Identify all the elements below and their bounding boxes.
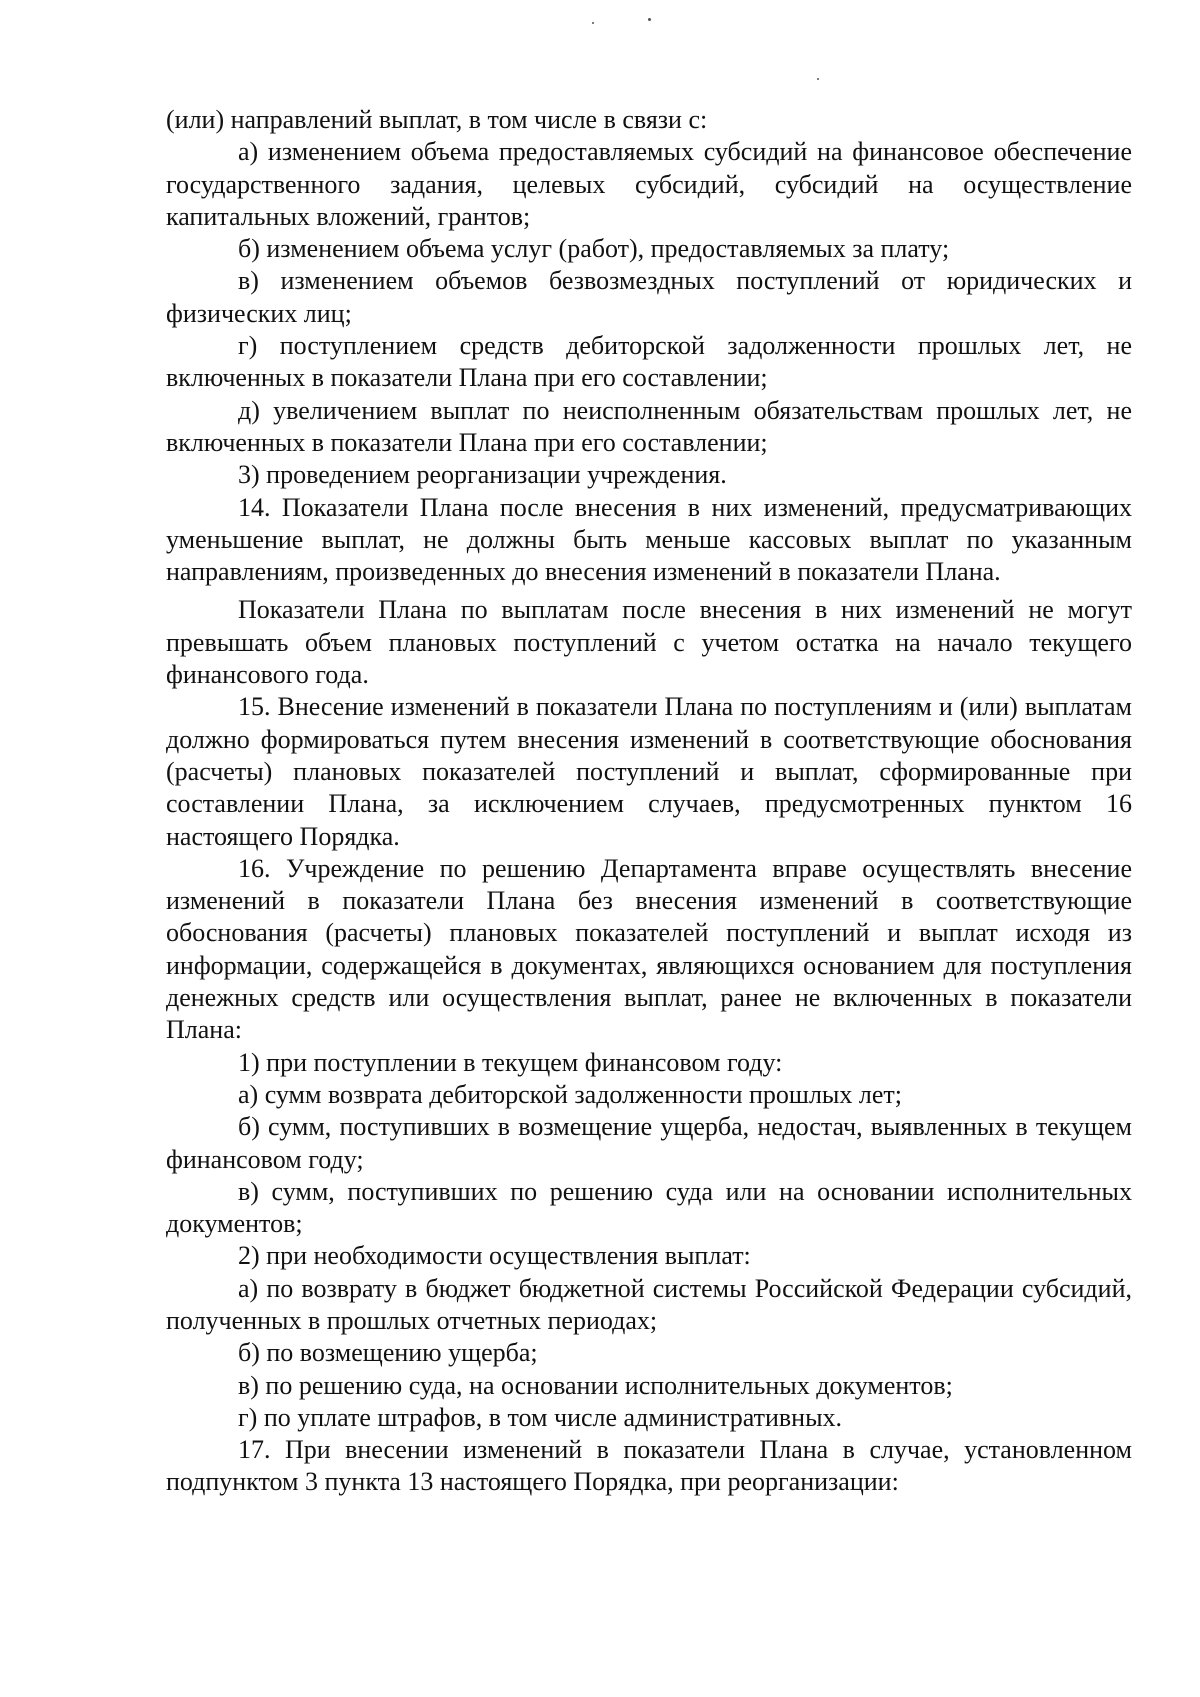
paragraph-15: 15. Внесение изменений в показатели Плана по поступлениям и (или) выплатам должно формироваться путем внесения изменений в соответствующие обоснования (расчеты) плановых показателей поступлений и выплат, сформированные при составлении Плана, за исключением случаев, предусмотренных пунктом 16 настоящего Порядка. [166, 692, 1132, 851]
paragraph-item-3: 3) проведением реорганизации учреждения. [238, 460, 727, 490]
paragraph-16-item-2b: б) по возмещению ущерба; [238, 1338, 538, 1368]
paragraph-item-b: б) изменением объема услуг (работ), предоставляемых за плату; [238, 234, 950, 264]
paragraph-16-item-2: 2) при необходимости осуществления выплат: [238, 1241, 751, 1271]
scan-speck [817, 78, 819, 80]
paragraph-16-item-2a: а) по возврату в бюджет бюджетной системы Российской Федерации субсидий, полученных в прошлых отчетных периодах; [166, 1273, 1132, 1335]
paragraph-continuation: (или) направлений выплат, в том числе в связи с: [166, 105, 708, 134]
paragraph-16-item-1v: в) сумм, поступивших по решению суда или на основании исполнительных документов; [166, 1176, 1132, 1239]
scan-speck [648, 18, 651, 21]
paragraph-16-item-1b: б) сумм, поступивших в возмещение ущерба, недостач, выявленных в текущем финансовом году; [166, 1112, 1132, 1174]
paragraph-16-item-1: 1) при поступлении в текущем финансовом году: [238, 1047, 783, 1077]
paragraph-item-v: в) изменением объемов безвозмездных поступлений от юридических и физических лиц; [166, 266, 1132, 328]
paragraph-16-item-2g: г) по уплате штрафов, в том числе административных. [238, 1402, 843, 1432]
paragraph-17: 17. При внесении изменений в показатели Плана в случае, установленном подпунктом 3 пункта 13 настоящего Порядка, при реорганизации: [166, 1435, 1132, 1497]
paragraph-item-g: г) поступлением средств дебиторской задолженности прошлых лет, не включенных в показатели Плана при его составлении; [166, 331, 1132, 393]
paragraph-14-cont: Показатели Плана по выплатам после внесения в них изменений не могут превышать объем плановых поступлений с учетом остатка на начало текущего финансового года. [166, 595, 1132, 690]
paragraph-14: 14. Показатели Плана после внесения в них изменений, предусматривающих уменьшение выплат, не должны быть меньше кассовых выплат по указанным направлениям, произведенных до внесения изменений в показатели Плана. [166, 492, 1132, 587]
paragraph-16-item-2v: в) по решению суда, на основании исполнительных документов; [238, 1370, 953, 1400]
paragraph-item-d: д) увеличением выплат по неисполненным обязательствам прошлых лет, не включенных в показатели Плана при его составлении; [166, 395, 1132, 457]
scan-speck [592, 22, 594, 24]
paragraph-16-item-1a: а) сумм возврата дебиторской задолженности прошлых лет; [238, 1079, 902, 1109]
paragraph-item-a: а) изменением объема предоставляемых субсидий на финансовое обеспечение государственного задания, целевых субсидий, субсидий на осуществление капитальных вложений, грантов; [166, 137, 1132, 231]
document-body [166, 104, 1132, 1499]
paragraph-16: 16. Учреждение по решению Департамента вправе осуществлять внесение изменений в показатели Плана без внесения изменений в соответствующие обоснования (расчеты) плановых показателей поступлений и выплат исходя из информации, содержащейся в документах, являющихся основанием для поступления денежных средств или осуществления выплат, ранее не включенных в показатели Плана: [166, 853, 1132, 1045]
